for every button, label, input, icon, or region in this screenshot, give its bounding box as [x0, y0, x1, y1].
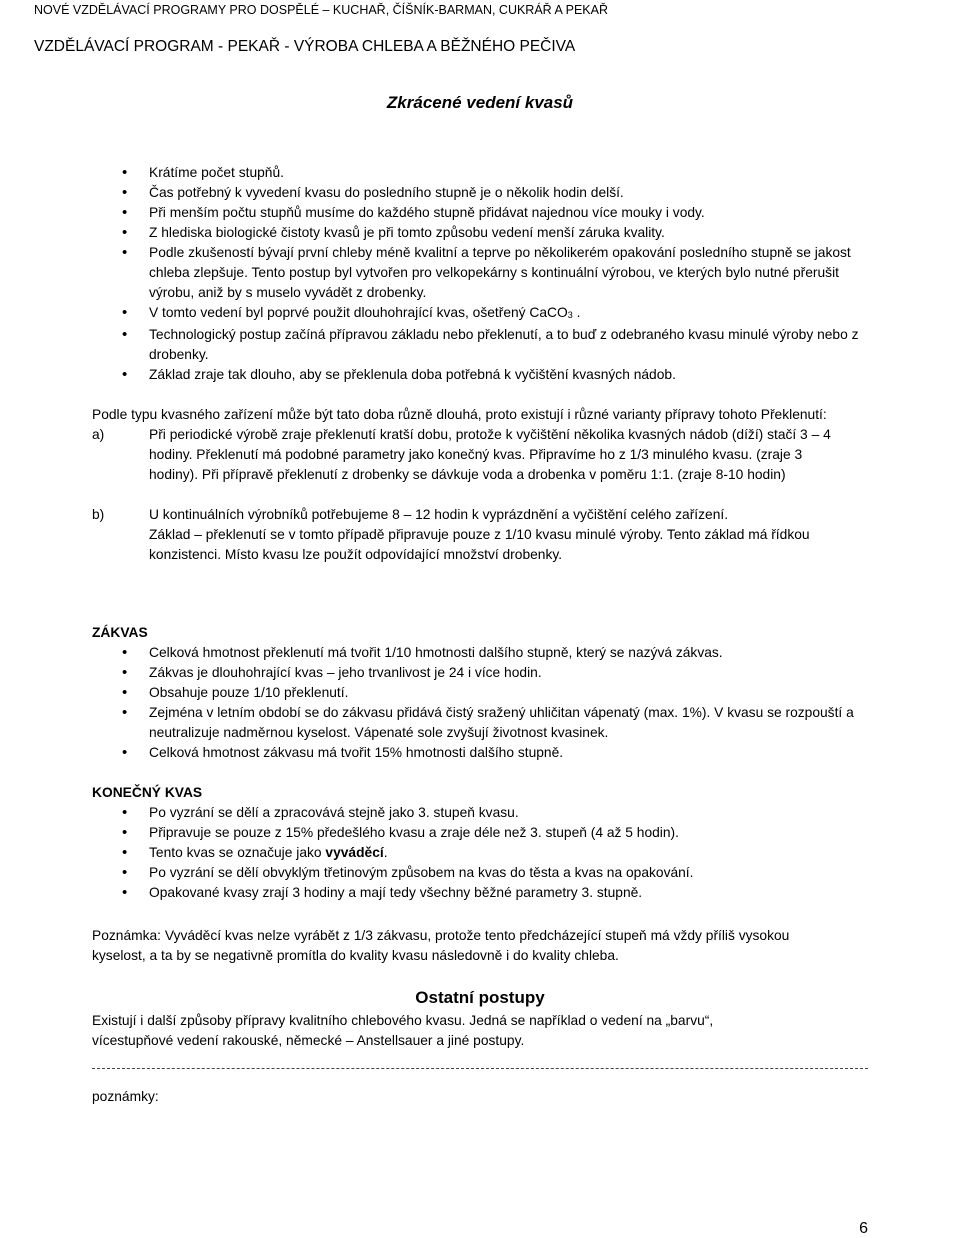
list-item: • Zejména v letním období se do zákvasu přidává čistý sražený uhličitan vápenatý (max. 1%). V kvasu se rozpouští a neutralizuje nadměrnou kyselost. Vápenaté sole zvyšují životnost kvasinek.	[92, 703, 882, 743]
bold-term: vyváděcí	[325, 845, 384, 860]
header-program-line: NOVÉ VZDĚLÁVACÍ PROGRAMY PRO DOSPĚLÉ – KUCHAŘ, ČÍŠNÍK-BARMAN, CUKRÁŘ A PEKAŘ	[34, 3, 608, 17]
konecny-section	[92, 783, 882, 903]
zakvas-bullet-list	[0, 643, 882, 763]
list-item: • Technologický postup začíná přípravou základu nebo překlenutí, a to buď z odebraného kvasu minulé výroby nebo z drobenky.	[92, 325, 882, 365]
list-item-text: V tomto vedení byl poprvé použit dlouhohrající kvas, ošetřený CaCO	[149, 305, 568, 320]
list-item: • Celková hmotnost zákvasu má tvořit 15% hmotnosti dalšího stupně.	[92, 743, 882, 763]
list-item: • Krátíme počet stupňů.	[92, 163, 882, 183]
list-item: • Čas potřebný k vyvedení kvasu do posledního stupně je o několik hodin delší.	[92, 183, 882, 203]
page-number: 6	[859, 1220, 868, 1237]
note-paragraph: Poznámka: Vyváděcí kvas nelze vyrábět z 1/3 zákvasu, protože tento předcházející stupeň má vždy příliš vysokou kyselost, a ta by se negativně promítla do kvality kvasu následovně i do kvality chleba.	[92, 928, 790, 963]
list-item: • Po vyzrání se dělí obvyklým třetinovým způsobem na kvas do těsta a kvas na opakování.	[92, 863, 882, 883]
list-item-text: Tento kvas se označuje jako	[149, 845, 326, 860]
list-item: • Po vyzrání se dělí a zpracovává stejně jako 3. stupeň kvasu.	[92, 803, 882, 823]
list-item	[92, 843, 882, 863]
notes-divider	[92, 1068, 868, 1069]
variants-intro: Podle typu kvasného zařízení může být tato doba různě dlouhá, proto existují i různé varianty přípravy tohoto Překlenutí:	[92, 407, 827, 422]
list-item: • Podle zkušeností bývají první chleby méně kvalitní a teprve po několikerém opakování posledního stupně se jakost chleba zlepšuje. Tento postup byl vytvořen pro velkopekárny s kontinuální výrobou, ve kterých bylo nutné přerušit výrobu, aniž by s muselo vyvádět z drobenky.	[92, 243, 882, 303]
variant-b	[92, 505, 852, 565]
notes-label: poznámky:	[92, 1089, 159, 1104]
konecny-heading: KONEČNÝ KVAS	[92, 785, 203, 800]
zakvas-section	[92, 623, 882, 763]
konecny-bullet-list	[0, 803, 882, 903]
page-title: Zkrácené vedení kvasů	[386, 93, 574, 112]
zakvas-heading: ZÁKVAS	[92, 625, 148, 640]
ostatni-heading: Ostatní postupy	[415, 988, 545, 1007]
list-item: • Základ zraje tak dlouho, aby se překlenula doba potřebná k vyčištění kvasných nádob.	[92, 365, 882, 385]
variant-a-text: Při periodické výrobě zraje překlenutí kratší dobu, protože k vyčištění několika kvasných nádob (díží) stačí 3 – 4 hodiny. Překlenutí má podobné parametry jako konečný kvas. Připravíme ho z 1/3 minulého kvasu. (zraje 3 hodiny). Při přípravě překlenutí z drobenky se dávkuje voda a drobenka v poměru 1:1. (zraje 8-10 hodin)	[149, 427, 831, 482]
variant-a	[92, 425, 852, 485]
list-item: • Při menším počtu stupňů musíme do každého stupně přidávat najednou více mouky i vody.	[92, 203, 882, 223]
variant-a-label: a)	[92, 427, 105, 442]
variant-b-text-2: Základ – překlenutí se v tomto případě připravuje pouze z 1/10 kvasu minulé výroby. Tento základ má řídkou konzistenci. Místo kvasu lze použít odpovídající množství drobenky.	[149, 527, 810, 562]
header-course-line: VZDĚLÁVACÍ PROGRAM - PEKAŘ - VÝROBA CHLEBA A BĚŽNÉHO PEČIVA	[34, 38, 576, 55]
list-item: • Celková hmotnost překlenutí má tvořit 1/10 hmotnosti dalšího stupně, který se nazývá zákvas.	[92, 643, 882, 663]
list-item	[92, 303, 882, 325]
ostatni-text: Existují i další způsoby přípravy kvalitního chlebového kvasu. Jedná se například o vedení na „barvu“, vícestupňové vedení rakouské, německé – Anstellsauer a jiné postupy.	[92, 1013, 714, 1048]
list-item-tail: .	[383, 845, 388, 860]
variant-b-text-1: U kontinuálních výrobníků potřebujeme 8 – 12 hodin k vyprázdnění a vyčištění celého zařízení.	[149, 507, 729, 522]
list-item: • Z hlediska biologické čistoty kvasů je při tomto způsobu vedení menší záruka kvality.	[92, 223, 882, 243]
intro-bullet-list	[92, 163, 882, 385]
subscript: 3	[567, 310, 573, 320]
list-item: • Obsahuje pouze 1/10 překlenutí.	[92, 683, 882, 703]
variant-b-label: b)	[92, 507, 105, 522]
list-item-tail: .	[572, 305, 581, 320]
variants-section	[92, 405, 852, 565]
list-item: • Zákvas je dlouhohrající kvas – jeho trvanlivost je 24 i více hodin.	[92, 663, 882, 683]
intro-list-section	[92, 163, 882, 385]
list-item: • Opakované kvasy zrají 3 hodiny a mají tedy všechny běžné parametry 3. stupně.	[92, 883, 882, 903]
list-item: • Připravuje se pouze z 15% předešlého kvasu a zraje déle než 3. stupeň (4 až 5 hodin).	[92, 823, 882, 843]
